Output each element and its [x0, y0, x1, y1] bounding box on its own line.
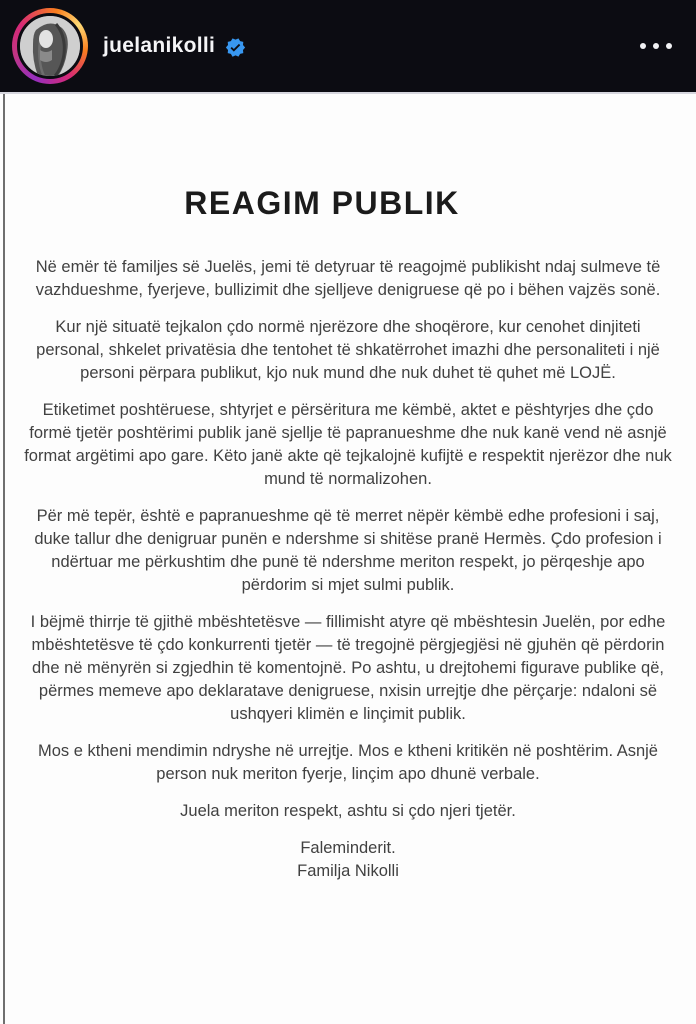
- user-line: [103, 34, 246, 58]
- post-header: [0, 0, 696, 92]
- paragraph-6: Mos e ktheni mendimin ndryshe në urrejtje. Mos e ktheni kritikën në poshtërim. Asnjë person nuk meriton fyerje, linçim apo dhunë verbale.: [38, 742, 658, 783]
- closing-signature: Familja Nikolli: [297, 862, 399, 880]
- post-image[interactable]: [0, 92, 696, 1024]
- paragraph-5: I bëjmë thirrje të gjithë mbështetësve — fillimisht atyre që mbështesin Juelën, por edhe mbështetësve të çdo konkurrenti tjetër — të tregojnë përgjegjësi në gjuhën që përdorin dhe në mënyrën si zgjedhin të komentojnë. Po ashtu, u drejtohemi figurave publike që, përmes memeve apo deklaratave denigruese, nxisin urrejtje dhe përçarje: ndaloni së ushqyeri klimën e linçimit publik.: [30, 613, 666, 723]
- closing-thanks: Faleminderit.: [300, 839, 396, 857]
- ellipsis-dot: [640, 43, 646, 49]
- ellipsis-dot: [666, 43, 672, 49]
- paragraph-1: Në emër të familjes së Juelës, jemi të detyruar të reagojmë publikisht ndaj sulmeve të vazhdueshme, fyerjeve, bullizimit dhe sjelljeve denigruese që po i bëhen vajzës sonë.: [35, 258, 661, 299]
- statement-document: [0, 94, 696, 883]
- paragraph-4: Për më tepër, është e papranueshme që të merret nëpër këmbë edhe profesioni i saj, duke tallur dhe denigruar punën e ndershme si shitëse pranë Hermès. Çdo profesion i ndërtuar me përkushtim dhe punë të ndershme meriton respekt, jo përqeshje apo përdorim si mjet sulmi publik.: [34, 507, 662, 594]
- image-left-edge: [3, 94, 5, 1024]
- document-title: REAGIM PUBLIK: [184, 185, 460, 221]
- portrait-photo-icon: [20, 16, 80, 76]
- avatar[interactable]: [17, 13, 83, 79]
- paragraph-3: Etiketimet poshtëruese, shtyrjet e përsëritura me këmbë, aktet e pështyrjes dhe çdo formë tjetër poshtërimi publik janë sjellje të papranueshme dhe nuk kanë vend në asnjë format argëtimi apo gare. Këto janë akte që tejkalojnë kufijtë e respektit njerëzor dhe nuk mund të normalizohen.: [24, 401, 672, 488]
- paragraph-7: Juela meriton respekt, ashtu si çdo njeri tjetër.: [180, 802, 516, 820]
- ellipsis-dot: [653, 43, 659, 49]
- verified-badge-icon: [225, 37, 246, 58]
- username[interactable]: juelanikolli: [103, 34, 216, 57]
- closing-block: [22, 837, 674, 883]
- more-options-button[interactable]: [638, 31, 674, 61]
- paragraph-2: Kur një situatë tejkalon çdo normë njerëzore dhe shoqërore, kur cenohet dinjiteti personal, shkelet privatësia dhe tentohet të shkatërrohet imazhi dhe personaliteti i një personi përpara publikut, kjo nuk mund dhe nuk duhet të quhet më LOJË.: [36, 318, 660, 382]
- story-ring[interactable]: [12, 8, 88, 84]
